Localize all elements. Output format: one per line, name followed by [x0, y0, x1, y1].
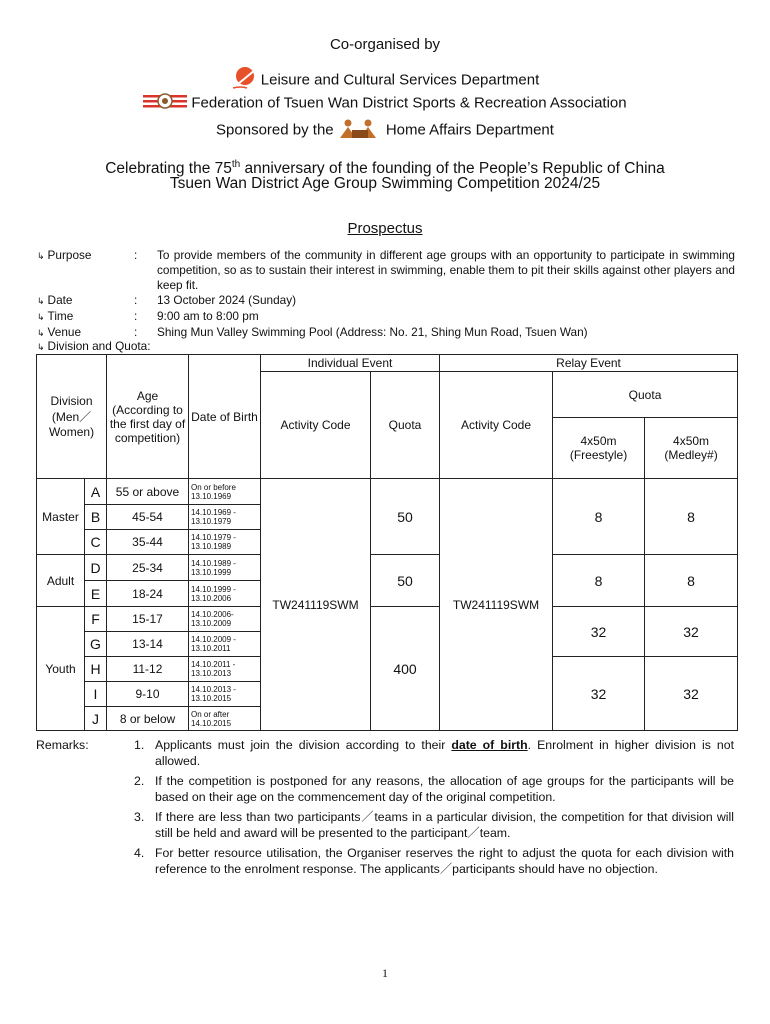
header-activity-code: Activity Code: [261, 372, 371, 479]
age-range: 15-17: [107, 607, 189, 632]
remark-text: Applicants must join the division according to their: [155, 738, 452, 752]
dob-range: 14.10.2006- 13.10.2009: [189, 607, 261, 632]
remark-number: 1.: [134, 738, 145, 752]
header-relay: Relay Event: [440, 355, 738, 372]
division-row: [37, 339, 737, 354]
quota-adult: 50: [371, 555, 440, 607]
had-logo-icon: [338, 118, 382, 143]
remark-item: [134, 810, 734, 841]
relay-youth-medley-2: 32: [645, 657, 738, 731]
title-part-b: anniversary of the founding of the People’s Republic of China: [240, 160, 665, 178]
age-range: 35-44: [107, 530, 189, 555]
remark-text: . Enrolment in higher division is not allowed.: [155, 738, 735, 768]
division-youth: Youth: [37, 607, 85, 731]
group-letter: F: [85, 607, 107, 632]
header-medley: 4x50m (Medley#): [645, 418, 738, 479]
time-label: Time: [47, 309, 74, 323]
bullet-icon: ↳: [37, 328, 45, 338]
group-letter: I: [85, 682, 107, 707]
relay-adult-medley: 8: [645, 555, 738, 607]
colon: :: [134, 309, 138, 323]
lcsd-name: Leisure and Cultural Services Department: [260, 71, 540, 89]
federation-logo-icon: [143, 92, 187, 115]
header-age: Age (According to the first day of competition): [107, 355, 189, 479]
dob-range: 14.10.2011 - 13.10.2013: [189, 657, 261, 682]
quota-youth: 400: [371, 607, 440, 731]
venue-row: [37, 325, 737, 340]
header-division: Division (Men／ Women): [37, 355, 107, 479]
lcsd-logo-icon: [231, 66, 257, 95]
time-row: [37, 309, 737, 324]
header-quota: Quota: [371, 372, 440, 479]
age-range: 55 or above: [107, 479, 189, 505]
header-individual: Individual Event: [261, 355, 440, 372]
group-letter: G: [85, 632, 107, 657]
group-letter: B: [85, 505, 107, 530]
relay-master-freestyle: 8: [553, 479, 645, 555]
colon: :: [134, 325, 138, 339]
co-organised-line: Co-organised by: [329, 36, 441, 53]
relay-master-medley: 8: [645, 479, 738, 555]
header-freestyle: 4x50m (Freestyle): [553, 418, 645, 479]
page-number: 1: [382, 966, 388, 980]
federation-line: [0, 92, 770, 115]
relay-youth-medley-1: 32: [645, 607, 738, 657]
purpose-label: Purpose: [47, 248, 92, 262]
header-dob: Date of Birth: [189, 355, 261, 479]
age-range: 45-54: [107, 505, 189, 530]
relay-youth-freestyle-1: 32: [553, 607, 645, 657]
lcsd-line: [0, 66, 770, 95]
header-relay-activity-code: Activity Code: [440, 372, 553, 479]
sponsor-suffix: Home Affairs Department: [385, 121, 554, 139]
age-range: 9-10: [107, 682, 189, 707]
date-value: 13 October 2024 (Sunday): [157, 293, 297, 307]
dob-range: 14.10.1989 - 13.10.1999: [189, 555, 261, 581]
dob-range: 14.10.2013 - 13.10.2015: [189, 682, 261, 707]
group-letter: A: [85, 479, 107, 505]
dob-range: 14.10.1979 - 13.10.1989: [189, 530, 261, 555]
title-superscript: th: [231, 159, 241, 170]
title-part-a: Celebrating the 75: [105, 160, 232, 178]
remarks-list: [134, 738, 734, 882]
remark-number: 3.: [134, 810, 145, 824]
age-range: 8 or below: [107, 707, 189, 731]
remark-text: If there are less than two participants／teams in a particular division, the competition for that division will still be held and award will be presented to the participant／team.: [155, 810, 734, 840]
group-letter: J: [85, 707, 107, 731]
dob-range: 14.10.1969 - 13.10.1979: [189, 505, 261, 530]
remark-item: [134, 846, 734, 877]
group-letter: H: [85, 657, 107, 682]
time-value: 9:00 am to 8:00 pm: [157, 309, 259, 323]
dob-range: 14.10.2009 - 13.10.2011: [189, 632, 261, 657]
bullet-icon: ↳: [37, 296, 45, 306]
relay-youth-freestyle-2: 32: [553, 657, 645, 731]
date-row: [37, 293, 737, 308]
venue-value: Shing Mun Valley Swimming Pool (Address: No. 21, Shing Mun Road, Tsuen Wan): [157, 325, 588, 339]
remark-item: [134, 738, 734, 769]
group-letter: E: [85, 581, 107, 607]
remarks-label: Remarks:: [36, 738, 89, 752]
dob-range: On or after 14.10.2015: [189, 707, 261, 731]
venue-label: Venue: [47, 325, 82, 339]
division-quota-table: [36, 354, 738, 731]
remark-item: [134, 774, 734, 805]
title-line-2: Tsuen Wan District Age Group Swimming Competition 2024/25: [169, 175, 601, 192]
age-range: 18-24: [107, 581, 189, 607]
colon: :: [134, 248, 138, 262]
dob-range: On or before 13.10.1969: [189, 479, 261, 505]
date-label: Date: [47, 293, 73, 307]
remark-text: For better resource utilisation, the Organiser reserves the right to adjust the quota for each division with reference to the enrolment response. The applicants／participants should have no objection.: [155, 846, 734, 876]
relay-adult-freestyle: 8: [553, 555, 645, 607]
purpose-row: [37, 248, 737, 296]
federation-name: Federation of Tsuen Wan District Sports & Recreation Association: [191, 94, 627, 112]
remark-number: 4.: [134, 846, 145, 860]
remark-number: 2.: [134, 774, 145, 788]
bullet-icon: ↳: [37, 251, 45, 261]
age-range: 25-34: [107, 555, 189, 581]
age-range: 11-12: [107, 657, 189, 682]
colon: :: [134, 293, 138, 307]
purpose-value: To provide members of the community in different age groups with an opportunity to participate in swimming competition, so as to sustain their interest in swimming, enable them to pit their skills against other players and keep fit.: [157, 248, 735, 292]
bullet-icon: ↳: [37, 312, 45, 322]
relay-activity-code: TW241119SWM: [440, 479, 553, 731]
group-letter: C: [85, 530, 107, 555]
dob-range: 14.10.1999 - 13.10.2006: [189, 581, 261, 607]
prospectus-heading: Prospectus: [347, 220, 423, 237]
remark-text: If the competition is postponed for any reasons, the allocation of age groups for the participants will be based on their age on the commencement day of the original competition.: [155, 774, 734, 804]
individual-activity-code: TW241119SWM: [261, 479, 371, 731]
division-label: Division and Quota:: [47, 339, 151, 353]
bullet-icon: ↳: [37, 342, 45, 352]
age-range: 13-14: [107, 632, 189, 657]
sponsor-line: [0, 118, 770, 143]
header-relay-quota: Quota: [553, 372, 738, 418]
division-master: Master: [37, 479, 85, 555]
division-adult: Adult: [37, 555, 85, 607]
quota-master: 50: [371, 479, 440, 555]
remark-emphasis: date of birth: [451, 738, 528, 752]
group-letter: D: [85, 555, 107, 581]
sponsor-prefix: Sponsored by the: [216, 121, 334, 139]
